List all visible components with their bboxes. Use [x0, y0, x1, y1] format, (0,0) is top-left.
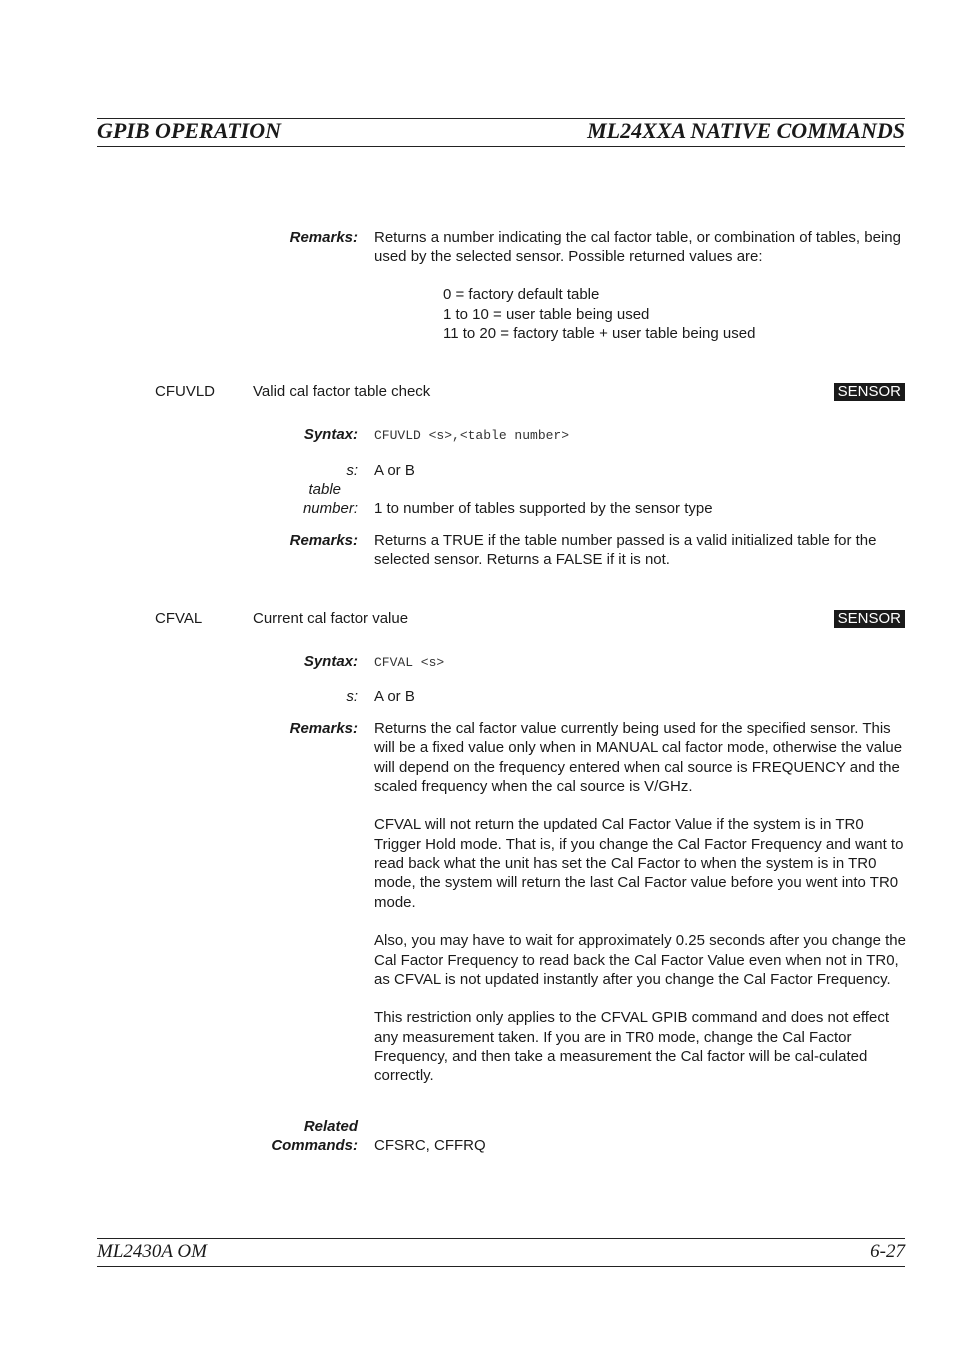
- footer-page-number: 6-27: [870, 1241, 905, 1262]
- footer-manual-name: ML2430A OM: [97, 1241, 207, 1262]
- footer-top-rule: [97, 1238, 905, 1239]
- cfval-remarks-paragraph-2: CFVAL will not return the updated Cal Factor Value if the system is in TR0 Trigger Hold mode. That is, if you change the Cal Factor Frequency and want to read back what the unit has set the Cal Factor to when the system is in TR0 mode, the system will return the last Cal Factor value before you went into TR0 mode.: [374, 816, 904, 911]
- cfval-remarks-paragraph-1: Returns the cal factor value currently being used for the specified sensor. This will be a fixed value only when in MANUAL cal factor mode, otherwise the value will depend on the frequency entered when cal source is FREQUENCY and the scaled frequency when the cal source is V/GHz.: [374, 720, 903, 795]
- cfuvld-command-name: CFUVLD: [155, 383, 216, 400]
- cfuvld-syntax-label: Syntax:: [303, 426, 358, 443]
- cfuvld-param-s-value: A or B: [374, 462, 415, 479]
- cfuvld-param-table-label-1: table: [308, 481, 341, 498]
- intro-value-1: 1 to 10 = user table being used: [443, 306, 650, 323]
- header-right-title: ML24XXA NATIVE COMMANDS: [587, 118, 905, 143]
- cfval-related-label-1: Related: [303, 1118, 358, 1135]
- cfval-description: Current cal factor value: [253, 610, 409, 627]
- cfval-remarks-paragraph-3: Also, you may have to wait for approximately 0.25 seconds after you change the Cal Factor Frequency to read back the Cal Factor Value even when not in TR0, as CFVAL is not updated instantly after you change the Cal Factor Frequency.: [374, 932, 906, 988]
- footer-bottom-rule: [97, 1266, 905, 1267]
- cfval-remarks-label: Remarks:: [289, 720, 358, 737]
- cfuvld-sensor-badge: SENSOR: [834, 383, 905, 401]
- cfval-related-commands: CFSRC, CFFRQ: [374, 1137, 486, 1154]
- intro-value-2: 11 to 20 = factory table + user table being used: [443, 325, 756, 342]
- intro-value-0: 0 = factory default table: [443, 286, 600, 303]
- cfval-remarks-paragraph-4: This restriction only applies to the CFVAL GPIB command and does not effect any measurement taken. If you are in TR0 mode, change the Cal Factor Frequency, and then take a measurement the Cal factor will be cal-culated correctly.: [374, 1009, 889, 1085]
- intro-remarks-label: Remarks:: [289, 229, 358, 246]
- cfval-param-s-label: s:: [346, 688, 358, 705]
- cfval-command-name: CFVAL: [155, 610, 203, 627]
- cfuvld-param-s-label: s:: [346, 462, 358, 479]
- cfuvld-param-table-value: 1 to number of tables supported by the sensor type: [374, 500, 713, 517]
- header-bottom-rule: [97, 146, 905, 147]
- cfval-sensor-badge: SENSOR: [834, 610, 905, 628]
- cfval-syntax: CFVAL <s>: [374, 655, 445, 670]
- cfval-related-label-2: Commands:: [271, 1137, 358, 1154]
- cfuvld-description: Valid cal factor table check: [253, 383, 431, 400]
- cfval-param-s-value: A or B: [374, 688, 415, 705]
- cfuvld-syntax: CFUVLD <s>,<table number>: [374, 428, 570, 443]
- cfuvld-remarks-label: Remarks:: [289, 532, 358, 549]
- cfval-syntax-label: Syntax:: [303, 653, 358, 670]
- cfuvld-param-table-label-2: number:: [302, 500, 358, 517]
- cfval-remarks-body: [374, 719, 909, 1105]
- cfuvld-remarks-text: Returns a TRUE if the table number passed is a valid initialized table for the selected sensor. Returns a FALSE if it is not.: [374, 532, 877, 569]
- header-left-title: GPIB OPERATION: [97, 118, 281, 143]
- intro-remarks-text: Returns a number indicating the cal factor table, or combination of tables, being used by the selected sensor. Possible returned values are:: [374, 229, 901, 266]
